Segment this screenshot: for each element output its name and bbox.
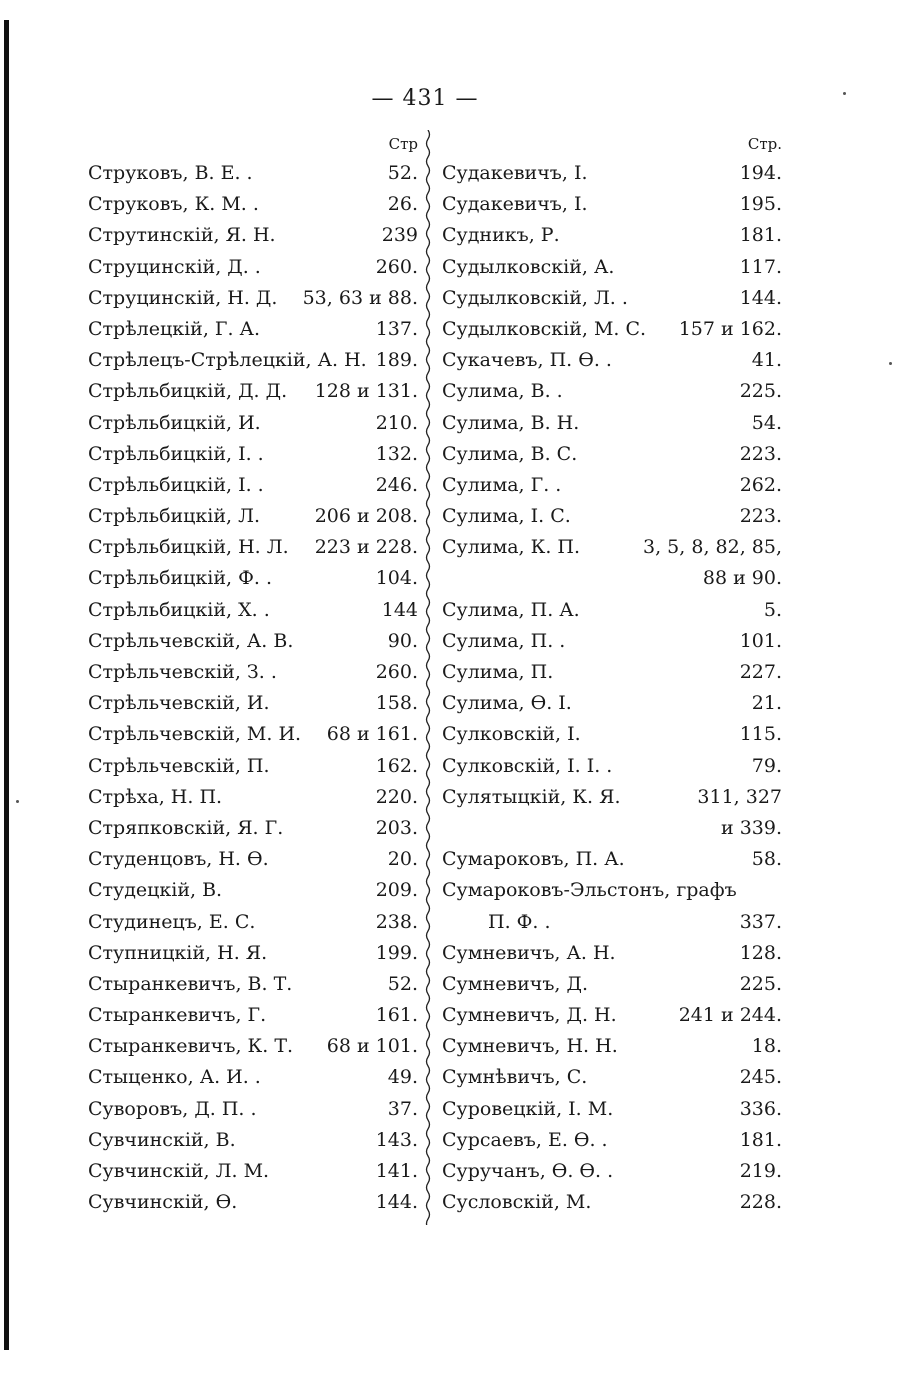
scan-speck — [16, 800, 19, 803]
entry-pages: и 339. — [720, 816, 782, 839]
entry-pages: 58. — [751, 848, 782, 871]
index-entry — [88, 283, 418, 314]
index-entry — [442, 907, 782, 938]
entry-pages: 141. — [375, 1160, 418, 1182]
entry-name: Струковъ, В. Е. . — [88, 162, 253, 184]
entry-pages: 115. — [739, 723, 782, 746]
scan-speck — [843, 92, 846, 95]
index-entry — [88, 1156, 418, 1187]
index-entry — [442, 314, 782, 345]
index-entry — [88, 595, 418, 626]
entry-pages: 189. — [375, 349, 418, 372]
entry-pages: 223. — [739, 442, 782, 465]
index-entry — [88, 969, 418, 1000]
entry-name: Стрѣлецкій, Г. А. — [88, 317, 260, 340]
entry-pages: 88 и 90. — [702, 567, 782, 590]
entry-pages: 90. — [387, 629, 418, 652]
entry-name: Стряпковскій, Я. Г. — [88, 816, 284, 839]
entry-pages: 18. — [751, 1035, 782, 1058]
right-entries — [442, 158, 782, 1218]
index-entry — [442, 688, 782, 719]
entry-name: Сукачевъ, П. Ѳ. . — [442, 349, 612, 372]
index-entry — [88, 1000, 418, 1031]
entry-name: Сумневичъ, Н. Н. — [442, 1035, 618, 1058]
entry-name: Стрѣльчевскій, М. И. — [88, 723, 302, 746]
index-entry — [88, 220, 418, 251]
entry-name: Стыценко, А. И. . — [88, 1066, 261, 1089]
entry-pages: 144. — [739, 286, 782, 309]
entry-pages: 223. — [739, 505, 782, 528]
index-entry — [88, 408, 418, 439]
entry-name: Сулима, В. . — [442, 380, 563, 403]
page-binding-edge — [4, 20, 9, 1350]
index-entry — [442, 1094, 782, 1125]
entry-name: Сулима, В. С. — [442, 442, 578, 465]
entry-pages: 157 и 162. — [678, 317, 782, 340]
index-entry — [88, 563, 418, 594]
entry-name: Стрѣха, Н. П. — [88, 785, 223, 808]
entry-pages: 225. — [739, 972, 782, 995]
entry-name: Сулима, І. С. — [442, 505, 571, 528]
entry-pages: 128. — [739, 941, 782, 964]
index-entry — [442, 782, 782, 813]
left-entries — [88, 158, 418, 1218]
index-entry — [88, 1187, 418, 1218]
left-column — [88, 130, 418, 1218]
index-entry — [88, 532, 418, 563]
entry-pages: 3, 5, 8, 82, 85, — [643, 536, 782, 559]
entry-pages: 128 и 131. — [314, 380, 418, 403]
entry-name: Судылковскій, М. С. — [442, 317, 647, 340]
entry-name: Стрѣльбицкій, І. . — [88, 442, 264, 465]
entry-pages: 210. — [375, 411, 418, 434]
entry-pages: 20. — [387, 848, 418, 871]
index-entry — [442, 252, 782, 283]
entry-pages: 144 — [381, 598, 418, 621]
entry-name: Стрѣльчевскій, П. — [88, 754, 270, 777]
index-entry — [442, 751, 782, 782]
index-entry — [88, 844, 418, 875]
index-entry — [442, 875, 782, 906]
entry-pages: 220. — [375, 785, 418, 808]
entry-pages: 228. — [739, 1191, 782, 1214]
entry-name: Сулима, Ѳ. І. — [442, 692, 572, 715]
entry-pages: 41. — [751, 349, 782, 372]
entry-pages: 260. — [375, 255, 418, 278]
index-entry — [442, 408, 782, 439]
entry-name: Сусловскій, М. — [442, 1191, 592, 1214]
index-entry — [442, 844, 782, 875]
entry-pages: 21. — [751, 692, 782, 715]
index-entry — [442, 626, 782, 657]
index-entry — [88, 189, 418, 220]
entry-pages: 54. — [751, 411, 782, 434]
entry-name: Суровецкій, І. М. — [442, 1097, 614, 1120]
entry-pages: 311, 327 — [697, 785, 782, 808]
index-entry — [442, 1187, 782, 1218]
entry-name: Судылковскій, Л. . — [442, 286, 628, 309]
entry-pages: 227. — [739, 661, 782, 683]
index-entry — [88, 782, 418, 813]
entry-name: Сулима, П. . — [442, 629, 566, 652]
right-column-header: Стр. — [747, 135, 782, 153]
index-entry — [88, 875, 418, 906]
entry-pages: 68 и 161. — [326, 723, 418, 746]
index-entry — [442, 1000, 782, 1031]
entry-name: Сулима, В. Н. — [442, 411, 580, 434]
index-entry — [442, 938, 782, 969]
entry-pages: 52. — [387, 162, 418, 184]
entry-name: Стрѣльбицкій, Х. . — [88, 598, 270, 621]
index-entry — [88, 470, 418, 501]
entry-name: Струтинскій, Я. Н. — [88, 224, 276, 247]
entry-name: Сумнѣвичъ, С. — [442, 1066, 588, 1089]
entry-pages: 143. — [375, 1128, 418, 1151]
entry-name: Сулима, П. — [442, 661, 554, 683]
index-entry — [88, 688, 418, 719]
index-entry — [442, 563, 782, 594]
entry-name: Сумневичъ, А. Н. — [442, 941, 616, 964]
entry-name: Сумароковъ-Эльстонъ, графъ — [442, 879, 737, 902]
index-entry — [88, 626, 418, 657]
index-entry — [88, 938, 418, 969]
index-entry — [442, 501, 782, 532]
index-entry — [88, 751, 418, 782]
entry-name: Ступницкій, Н. Я. — [88, 941, 268, 964]
entry-pages: 225. — [739, 380, 782, 403]
entry-name: Стрѣльчевскій, З. . — [88, 661, 277, 683]
entry-name: Судникъ, Р. — [442, 224, 560, 247]
entry-pages: 219. — [739, 1160, 782, 1182]
entry-name: Сумневичъ, Д. Н. — [442, 1004, 617, 1027]
entry-name: Стрѣлецъ-Стрѣлецкій, А. Н. — [88, 349, 367, 372]
entry-name: П. Ф. . — [488, 910, 551, 933]
index-entry — [88, 501, 418, 532]
entry-name: Сулима, П. А. — [442, 598, 580, 621]
entry-name: Сувчинскій, Л. М. — [88, 1160, 270, 1182]
entry-pages: 161. — [375, 1004, 418, 1027]
entry-name: Стрѣльчевскій, И. — [88, 692, 270, 715]
index-entry — [88, 1062, 418, 1093]
entry-pages: 181. — [739, 1128, 782, 1151]
entry-pages: 144. — [375, 1191, 418, 1214]
entry-name: Струковъ, К. М. . — [88, 193, 259, 216]
entry-name: Сумароковъ, П. А. — [442, 848, 625, 871]
entry-name: Студинецъ, Е. С. — [88, 910, 256, 933]
entry-name: Стрѣльбицкій, И. — [88, 411, 261, 434]
index-entry — [442, 189, 782, 220]
entry-pages: 239 — [381, 224, 418, 247]
entry-name: Сумневичъ, Д. — [442, 972, 588, 995]
entry-pages: 246. — [375, 473, 418, 496]
index-entry — [442, 470, 782, 501]
entry-pages: 49. — [387, 1066, 418, 1089]
entry-name: Струцинскій, Н. Д. — [88, 286, 278, 309]
entry-pages: 181. — [739, 224, 782, 247]
entry-name: Стыранкевичъ, В. Т. — [88, 972, 293, 995]
entry-pages: 195. — [739, 193, 782, 216]
entry-pages: 203. — [375, 816, 418, 839]
entry-pages: 117. — [739, 255, 782, 278]
entry-name: Сувчинскій, В. — [88, 1128, 236, 1151]
entry-pages: 223 и 228. — [314, 536, 418, 559]
entry-pages: 132. — [375, 442, 418, 465]
index-entry — [88, 813, 418, 844]
page-number: — 431 — — [371, 86, 479, 111]
index-entry — [442, 439, 782, 470]
entry-pages: 262. — [739, 473, 782, 496]
entry-pages: 104. — [375, 567, 418, 590]
index-entry — [442, 969, 782, 1000]
index-entry — [88, 657, 418, 688]
entry-pages: 79. — [751, 754, 782, 777]
index-entry — [88, 252, 418, 283]
entry-name: Суручанъ, Ѳ. Ѳ. . — [442, 1160, 614, 1182]
entry-pages: 206 и 208. — [314, 505, 418, 528]
index-entry — [442, 719, 782, 750]
entry-name: Судакевичъ, І. — [442, 193, 588, 216]
index-entry — [442, 813, 782, 844]
index-entry — [88, 1031, 418, 1062]
index-entry — [88, 345, 418, 376]
entry-name: Сулятыцкій, К. Я. — [442, 785, 621, 808]
entry-name: Стрѣльбицкій, Ф. . — [88, 567, 272, 590]
right-column — [442, 130, 782, 1218]
entry-pages: 245. — [739, 1066, 782, 1089]
entry-pages: 53, 63 и 88. — [302, 286, 418, 309]
index-entry — [442, 595, 782, 626]
entry-name: Стрѣльбицкій, Н. Л. — [88, 536, 289, 559]
entry-name: Суворовъ, Д. П. . — [88, 1097, 257, 1120]
index-entry — [442, 1031, 782, 1062]
entry-name: Стыранкевичъ, К. Т. — [88, 1035, 294, 1058]
index-entry — [88, 439, 418, 470]
entry-pages: 101. — [739, 629, 782, 652]
entry-name: Студецкій, В. — [88, 879, 223, 902]
entry-pages: 199. — [375, 941, 418, 964]
entry-name: Струцинскій, Д. . — [88, 255, 261, 278]
index-entry — [442, 158, 782, 189]
entry-pages: 336. — [739, 1097, 782, 1120]
left-column-header: Стр — [388, 135, 418, 153]
index-entry — [442, 283, 782, 314]
entry-name: Судылковскій, А. — [442, 255, 615, 278]
entry-name: Сулима, К. П. — [442, 536, 581, 559]
index-entry — [442, 657, 782, 688]
entry-name: Стрѣльбицкій, І. . — [88, 473, 264, 496]
entry-name: Студенцовъ, Н. Ѳ. — [88, 848, 269, 871]
entry-pages: 260. — [375, 661, 418, 683]
index-entry — [88, 719, 418, 750]
entry-name: Сулковскій, І. І. . — [442, 754, 613, 777]
entry-name: Сурсаевъ, Е. Ѳ. . — [442, 1128, 608, 1151]
entry-pages: 337. — [739, 910, 782, 933]
index-entry — [442, 1156, 782, 1187]
entry-name: Сувчинскій, Ѳ. — [88, 1191, 238, 1214]
entry-name: Стрѣльчевскій, А. В. — [88, 629, 294, 652]
entry-pages: 158. — [375, 692, 418, 715]
index-entry — [88, 376, 418, 407]
index-entry — [442, 532, 782, 563]
entry-pages: 162. — [375, 754, 418, 777]
column-divider — [420, 130, 436, 1225]
entry-pages: 194. — [739, 162, 782, 184]
entry-name: Сулковскій, І. — [442, 723, 581, 746]
index-entry — [442, 345, 782, 376]
index-entry — [88, 907, 418, 938]
entry-name: Судакевичъ, І. — [442, 162, 588, 184]
entry-name: Стыранкевичъ, Г. — [88, 1004, 267, 1027]
entry-pages: 238. — [375, 910, 418, 933]
entry-pages: 26. — [387, 193, 418, 216]
index-entry — [88, 314, 418, 345]
index-entry — [442, 220, 782, 251]
entry-pages: 37. — [387, 1097, 418, 1120]
entry-pages: 68 и 101. — [326, 1035, 418, 1058]
scan-speck — [889, 362, 892, 365]
entry-pages: 52. — [387, 972, 418, 995]
index-entry — [88, 1125, 418, 1156]
entry-name: Стрѣльбицкій, Д. Д. — [88, 380, 288, 403]
entry-pages: 241 и 244. — [678, 1004, 782, 1027]
entry-pages: 137. — [375, 317, 418, 340]
entry-name: Сулима, Г. . — [442, 473, 562, 496]
index-entry — [442, 1062, 782, 1093]
entry-pages: 5. — [763, 598, 782, 621]
index-entry — [88, 158, 418, 189]
entry-name: Стрѣльбицкій, Л. — [88, 505, 260, 528]
entry-pages: 209. — [375, 879, 418, 902]
index-entry — [442, 376, 782, 407]
index-entry — [442, 1125, 782, 1156]
index-entry — [88, 1094, 418, 1125]
